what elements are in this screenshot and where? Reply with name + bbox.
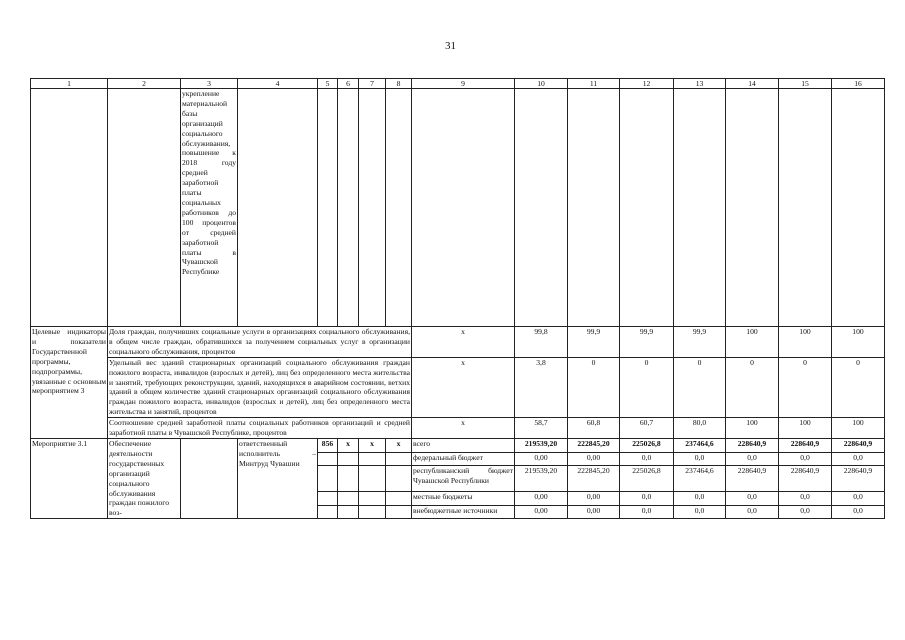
target-row <box>31 357 885 417</box>
source-label: всего <box>412 438 515 452</box>
value-cell: 228640,9 <box>726 466 779 492</box>
measure-label: Мероприятие 3.1 <box>31 438 108 518</box>
value-cell: 3,8 <box>515 357 568 417</box>
page-number: 31 <box>445 40 456 52</box>
value-cell: 228640,9 <box>779 466 832 492</box>
value-cell: 100 <box>726 327 779 358</box>
value-cell: 222845,20 <box>568 466 620 492</box>
source-label: местные бюджеты <box>412 492 515 506</box>
value-cell: 225026,8 <box>620 438 674 452</box>
source-label: внебюджетные источники <box>412 505 515 519</box>
value-cell: 99,9 <box>674 327 726 358</box>
value-cell: 0,0 <box>832 492 885 506</box>
value-cell: 225026,8 <box>620 466 674 492</box>
value-cell: 228640,9 <box>726 438 779 452</box>
header-cell: 12 <box>620 79 674 89</box>
value-cell: 0,0 <box>726 452 779 466</box>
value-cell: 0 <box>620 357 674 417</box>
header-cell: 5 <box>318 79 338 89</box>
value-cell: 100 <box>832 327 885 358</box>
value-cell: 0,0 <box>779 452 832 466</box>
value-cell: 0,00 <box>568 505 620 519</box>
value-cell: 80,0 <box>674 418 726 439</box>
value-cell: 0 <box>674 357 726 417</box>
value-cell: 100 <box>832 418 885 439</box>
value-cell: 99,9 <box>568 327 620 358</box>
funding-row <box>31 438 885 452</box>
value-cell: 219539,20 <box>515 466 568 492</box>
value-cell: 0,00 <box>568 492 620 506</box>
header-cell: 2 <box>108 79 181 89</box>
value-cell: 99,9 <box>620 327 674 358</box>
value-cell: 237464,6 <box>674 466 726 492</box>
value-cell: 0,0 <box>674 452 726 466</box>
value-cell: 0,00 <box>515 492 568 506</box>
value-cell: 100 <box>726 418 779 439</box>
value-cell: 100 <box>779 327 832 358</box>
value-cell: 0,0 <box>620 505 674 519</box>
header-cell: 11 <box>568 79 620 89</box>
value-cell: 0,0 <box>620 452 674 466</box>
measure-name: Обеспечение деятельности государственных организаций социального обслуживания граждан пожилого воз- <box>108 438 181 518</box>
continuation-row <box>31 89 885 327</box>
continuation-text: укрепление материальной базы организаций социального обслуживания, повышение к 2018 году средней заработной платы социальных работников до 100 процентов от средней заработной платы в Чувашской Республике <box>181 89 238 327</box>
header-cell: 6 <box>338 79 359 89</box>
header-cell: 8 <box>386 79 412 89</box>
value-cell: 0,0 <box>832 505 885 519</box>
target-text: Доля граждан, получивших социальные услуги в организациях социального обслуживания, в общем числе граждан, обратившихся за получением социальных услуг в организации социального обслуживания, процентов <box>109 327 410 356</box>
target-mark: х <box>412 327 515 358</box>
budget-code: 856 <box>318 438 338 452</box>
target-mark: х <box>412 418 515 439</box>
program-table <box>30 78 885 519</box>
value-cell: 228640,9 <box>779 438 832 452</box>
value-cell: 99,8 <box>515 327 568 358</box>
value-cell: 60,7 <box>620 418 674 439</box>
header-cell: 4 <box>238 79 318 89</box>
header-row <box>31 79 885 89</box>
x-mark: х <box>338 438 359 452</box>
value-cell: 0,0 <box>620 492 674 506</box>
value-cell: 0,0 <box>779 492 832 506</box>
value-cell: 60,8 <box>568 418 620 439</box>
value-cell: 0 <box>568 357 620 417</box>
value-cell: 222845,20 <box>568 438 620 452</box>
header-cell: 16 <box>832 79 885 89</box>
target-text: Удельный вес зданий стационарных организаций социального обслуживания граждан пожилого возраста, инвалидов (взрослых и детей), лиц без определенного места жительства и занятий, требующих реконструкции, зданий, находящихся в аварийном состоянии, ветхих зданий в общем количестве зданий стационарных организаций социального обслуживания граждан пожилого возраста, инвалидов (взрослых и детей), лиц без определенного места жительства и занятий, процентов <box>109 357 410 417</box>
targets-label: Целевые индикаторы и показатели Государственной программы, подпрограммы, увязанные с основным мероприятием 3 <box>31 327 108 439</box>
target-text: Соотношение средней заработной платы социальных работников организаций и средней заработной платы в Чувашской Республике, процентов <box>109 418 410 438</box>
header-cell: 3 <box>181 79 238 89</box>
value-cell: 0,0 <box>779 505 832 519</box>
source-label: федеральный бюджет <box>412 452 515 466</box>
value-cell: 228640,9 <box>832 438 885 452</box>
header-cell: 14 <box>726 79 779 89</box>
value-cell: 0 <box>832 357 885 417</box>
value-cell: 0 <box>726 357 779 417</box>
source-label: республиканский бюджет Чувашской Республики <box>412 466 515 492</box>
target-row <box>31 327 885 358</box>
value-cell: 237464,6 <box>674 438 726 452</box>
header-cell: 9 <box>412 79 515 89</box>
value-cell: 228640,9 <box>832 466 885 492</box>
header-cell: 15 <box>779 79 832 89</box>
header-cell: 1 <box>31 79 108 89</box>
value-cell: 100 <box>779 418 832 439</box>
value-cell: 0,0 <box>726 505 779 519</box>
value-cell: 0,0 <box>832 452 885 466</box>
value-cell: 0,0 <box>674 492 726 506</box>
value-cell: 0,00 <box>568 452 620 466</box>
header-cell: 10 <box>515 79 568 89</box>
value-cell: 0 <box>779 357 832 417</box>
value-cell: 0,00 <box>515 452 568 466</box>
value-cell: 0,0 <box>726 492 779 506</box>
value-cell: 0,0 <box>674 505 726 519</box>
header-cell: 13 <box>674 79 726 89</box>
target-mark: х <box>412 357 515 417</box>
header-cell: 7 <box>359 79 386 89</box>
x-mark: х <box>386 438 412 452</box>
target-row <box>31 418 885 439</box>
value-cell: 58,7 <box>515 418 568 439</box>
value-cell: 219539,20 <box>515 438 568 452</box>
measure-executor: ответственный исполнитель – Минтруд Чувашии <box>238 438 318 518</box>
x-mark: х <box>359 438 386 452</box>
value-cell: 0,00 <box>515 505 568 519</box>
